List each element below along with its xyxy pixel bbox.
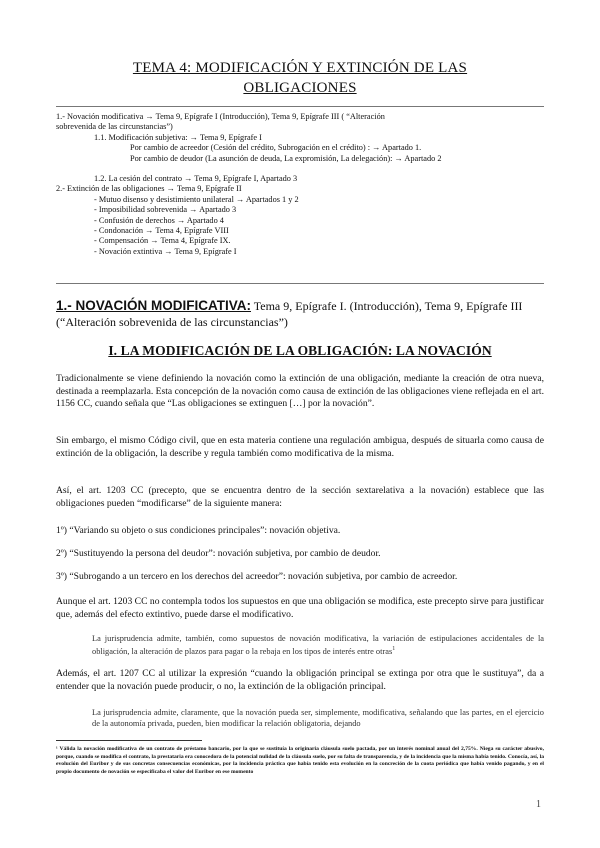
toc-line: - Compensación → Tema 4, Epígrafe IX.: [94, 236, 231, 246]
toc-line: Por cambio de deudor (La asunción de deuda, La expromisión, La delegación): → Apartado 2: [130, 153, 442, 163]
quote-text: La jurisprudencia admite, también, como supuestos de novación modificativa, la variación de estipulaciones accidentales de la obligación, la alteración de plazos para pagar o la rebaja en los tipos de interés entre otras: [92, 634, 544, 656]
section-heading-text: Tema 9, Epígrafe I. (Introducción), Tema 9, Epígrafe III (“Alteración sobrevenida de las circunstancias”): [56, 299, 523, 329]
list-item: 1º) “Variando su objeto o sus condiciones principales”: novación objetiva.: [56, 525, 341, 536]
footnote-ref[interactable]: 1: [392, 646, 396, 652]
toc-line: sobrevenida de las circunstancias”): [56, 122, 173, 132]
footnote: ¹ Válida la novación modificativa de un contrato de préstamo bancario, por la que se sustituía la originaria cláusula suelo pactada, por un interés nominal anual del 2,75%. Niega su carácter abusivo, porque, cuando se modifica el contrato, la prestataria era conocedora de la potencial nulidad de la cláusula suelo, por su falta de transparencia, y de la incidencia que la misma había tenido. Conocía, así, la evolución del Euribor y de sus concretas consecuencias económicas, por la incidencia práctica que había tenido esta evolución en la concreción de la cuota periódica que había venido pagando, y en el propio documento de novación se especificaba el valor del Euribor en ese momento: [56, 746, 544, 775]
toc-line: - Confusión de derechos → Apartado 4: [94, 215, 224, 225]
toc-line: - Imposibilidad sobrevenida → Apartado 3: [94, 205, 237, 215]
toc-line: 1.1. Modificación subjetiva: → Tema 9, Epígrafe I: [94, 132, 262, 142]
divider-toc: [56, 283, 544, 284]
toc-line: 2.- Extinción de las obligaciones → Tema 9, Epígrafe II: [56, 184, 242, 194]
paragraph: Además, el art. 1207 CC al utilizar la expresión “cuando la obligación principal se extinga por otra que le sustituya”, da a entender que la novación puede producir, o no, la extinción de la obligación principal.: [56, 668, 544, 692]
jurisprudence-quote: [92, 633, 544, 657]
footnote-separator: [56, 740, 202, 741]
jurisprudence-quote: La jurisprudencia admite, claramente, que la novación pueda ser, simplemente, modificativa, señalando que las partes, en el ejercicio de la autonomía privada, pueden, bien modificar la relación obligatoria, dejando: [92, 708, 544, 728]
paragraph: Aunque el art. 1203 CC no contempla todos los supuestos en que una obligación se modifica, este precepto sirve para justificar que, además del efecto extintivo, puede darse el modificativo.: [56, 596, 544, 620]
divider-top: [56, 106, 544, 107]
list-item: 3º) “Subrogando a un tercero en los derechos del acreedor”: novación subjetiva, por cambio de acreedor.: [56, 571, 458, 582]
paragraph: Sin embargo, el mismo Código civil, que en esta materia contiene una regulación ambigua, después de situarla como causa de extinción de la obligación, la describe y regula también como modificativa de la misma.: [56, 435, 544, 459]
toc-line: - Mutuo disenso y desistimiento unilateral → Apartados 1 y 2: [94, 194, 299, 204]
table-of-contents: [56, 112, 544, 257]
title-line-2: OBLIGACIONES: [243, 80, 357, 96]
toc-line: - Condonación → Tema 4, Epígrafe VIII: [94, 226, 229, 236]
toc-line: 1.- Novación modificativa → Tema 9, Epígrafe I (Introducción), Tema 9, Epígrafe III ( “Alteración: [56, 112, 385, 121]
toc-line: - Novación extintiva → Tema 9, Epígrafe I: [94, 246, 237, 256]
list-item: 2º) “Sustituyendo la persona del deudor”: novación subjetiva, por cambio de deudor.: [56, 548, 381, 559]
toc-line: [56, 164, 544, 174]
paragraph: Tradicionalmente se viene definiendo la novación como la extinción de una obligación, mediante la creación de otra nueva, destinada a reemplazarla. Esta concepción de la novación como causa de extinción de las obligaciones viene reflejada en el art. 1156 CC, cuando señala que “Las obligaciones se extinguen […] por la novación”.: [56, 373, 544, 410]
paragraph: Así, el art. 1203 CC (precepto, que se encuentra dentro de la sección sextarelativa a la novación) establece que las obligaciones pueden “modificarse” de la siguiente manera:: [56, 485, 544, 509]
document-title: [56, 58, 544, 98]
title-line-1: TEMA 4: MODIFICACIÓN Y EXTINCIÓN DE LAS: [132, 60, 468, 76]
page-number: 1: [536, 799, 541, 810]
toc-line: Por cambio de acreedor (Cesión del crédito, Subrogación en el crédito) : → Apartado 1.: [130, 143, 422, 153]
section-heading: [56, 298, 544, 330]
toc-line: 1.2. La cesión del contrato → Tema 9, Epígrafe I, Apartado 3: [94, 174, 298, 184]
section-number: 1.- NOVACIÓN MODIFICATIVA:: [56, 298, 251, 313]
subsection-title: I. LA MODIFICACIÓN DE LA OBLIGACIÓN: LA NOVACIÓN: [108, 343, 492, 358]
